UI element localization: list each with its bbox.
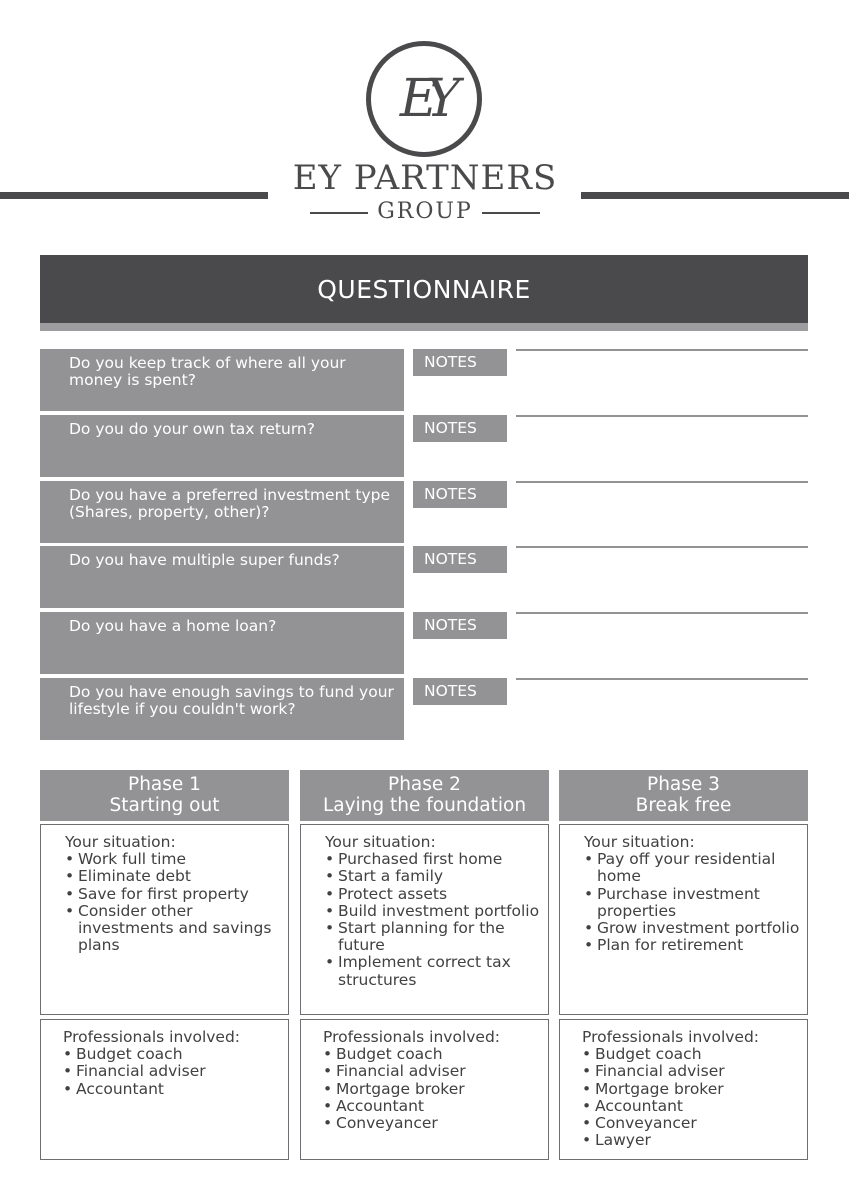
- list-item: • Conveyancer: [323, 1115, 542, 1132]
- phase-1-title: Phase 1: [128, 774, 201, 795]
- list-item: • Accountant: [323, 1098, 542, 1115]
- phase-1-situation: [40, 824, 289, 1015]
- notes-line-5[interactable]: [516, 612, 808, 614]
- professionals-label: Professionals involved:: [582, 1028, 760, 1046]
- question-2: Do you do your own tax return?: [40, 415, 404, 477]
- list-item: • Work full time: [65, 851, 282, 868]
- notes-label-3: NOTES: [413, 481, 507, 508]
- phase-2-situation: [300, 824, 549, 1015]
- brand-subname: GROUP: [377, 199, 473, 224]
- logo-monogram: EY: [399, 69, 449, 129]
- list-item: • Purchase investment properties: [584, 886, 801, 920]
- header-rule-left: [0, 192, 268, 199]
- list-item: • Purchased first home: [325, 851, 542, 868]
- list-item: • Plan for retirement: [584, 937, 801, 954]
- list-item: • Implement correct tax structures: [325, 954, 542, 988]
- list-item: • Budget coach: [323, 1046, 542, 1063]
- phase-1-header: [40, 770, 289, 821]
- phase-2-title: Phase 2: [388, 774, 461, 795]
- list-item: • Conveyancer: [582, 1115, 801, 1132]
- list-item: • Protect assets: [325, 886, 542, 903]
- phase-3-header: [559, 770, 808, 821]
- phase-2-header: [300, 770, 549, 821]
- list-item: • Financial adviser: [63, 1063, 282, 1080]
- list-item: • Save for first property: [65, 886, 282, 903]
- list-item: • Lawyer: [582, 1132, 801, 1149]
- notes-label-5: NOTES: [413, 612, 507, 639]
- phase-1-subtitle: Starting out: [109, 795, 220, 816]
- question-5: Do you have a home loan?: [40, 612, 404, 674]
- list-item: • Start a family: [325, 868, 542, 885]
- list-item: • Mortgage broker: [582, 1081, 801, 1098]
- notes-line-6[interactable]: [516, 678, 808, 680]
- list-item: • Accountant: [63, 1081, 282, 1098]
- phase-3-professionals: [559, 1019, 808, 1160]
- notes-line-2[interactable]: [516, 415, 808, 417]
- list-item: • Financial adviser: [323, 1063, 542, 1080]
- notes-line-3[interactable]: [516, 481, 808, 483]
- list-item: • Financial adviser: [582, 1063, 801, 1080]
- notes-line-1[interactable]: [516, 349, 808, 351]
- list-item: • Budget coach: [63, 1046, 282, 1063]
- professionals-label: Professionals involved:: [323, 1028, 501, 1046]
- brand-name: EY PARTNERS: [292, 158, 558, 198]
- list-item: • Grow investment portfolio: [584, 920, 801, 937]
- question-4: Do you have multiple super funds?: [40, 546, 404, 608]
- page-title: QUESTIONNAIRE: [40, 255, 808, 323]
- list-item: • Consider other investments and savings plans: [65, 903, 282, 955]
- phase-3-situation: [559, 824, 808, 1015]
- situation-label: Your situation:: [65, 833, 176, 851]
- brand-sub-rule-right: [482, 212, 540, 214]
- question-3: Do you have a preferred investment type (Shares, property, other)?: [40, 481, 404, 543]
- brand-sub-rule-left: [310, 212, 368, 214]
- notes-label-4: NOTES: [413, 546, 507, 573]
- situation-label: Your situation:: [584, 833, 695, 851]
- title-underband: [40, 323, 808, 331]
- phase-3-subtitle: Break free: [635, 795, 732, 816]
- notes-line-4[interactable]: [516, 546, 808, 548]
- question-6: Do you have enough savings to fund your lifestyle if you couldn't work?: [40, 678, 404, 740]
- list-item: • Mortgage broker: [323, 1081, 542, 1098]
- list-item: • Start planning for the future: [325, 920, 542, 954]
- list-item: • Build investment portfolio: [325, 903, 542, 920]
- situation-label: Your situation:: [325, 833, 436, 851]
- question-1: Do you keep track of where all your money is spent?: [40, 349, 404, 411]
- phase-2-professionals: [300, 1019, 549, 1160]
- list-item: • Accountant: [582, 1098, 801, 1115]
- phase-2-subtitle: Laying the foundation: [322, 795, 527, 816]
- phase-1-professionals: [40, 1019, 289, 1160]
- header-rule-right: [581, 192, 849, 199]
- list-item: • Budget coach: [582, 1046, 801, 1063]
- list-item: • Eliminate debt: [65, 868, 282, 885]
- professionals-label: Professionals involved:: [63, 1028, 241, 1046]
- notes-label-6: NOTES: [413, 678, 507, 705]
- notes-label-2: NOTES: [413, 415, 507, 442]
- list-item: • Pay off your residential home: [584, 851, 801, 885]
- phase-3-title: Phase 3: [647, 774, 720, 795]
- notes-label-1: NOTES: [413, 349, 507, 376]
